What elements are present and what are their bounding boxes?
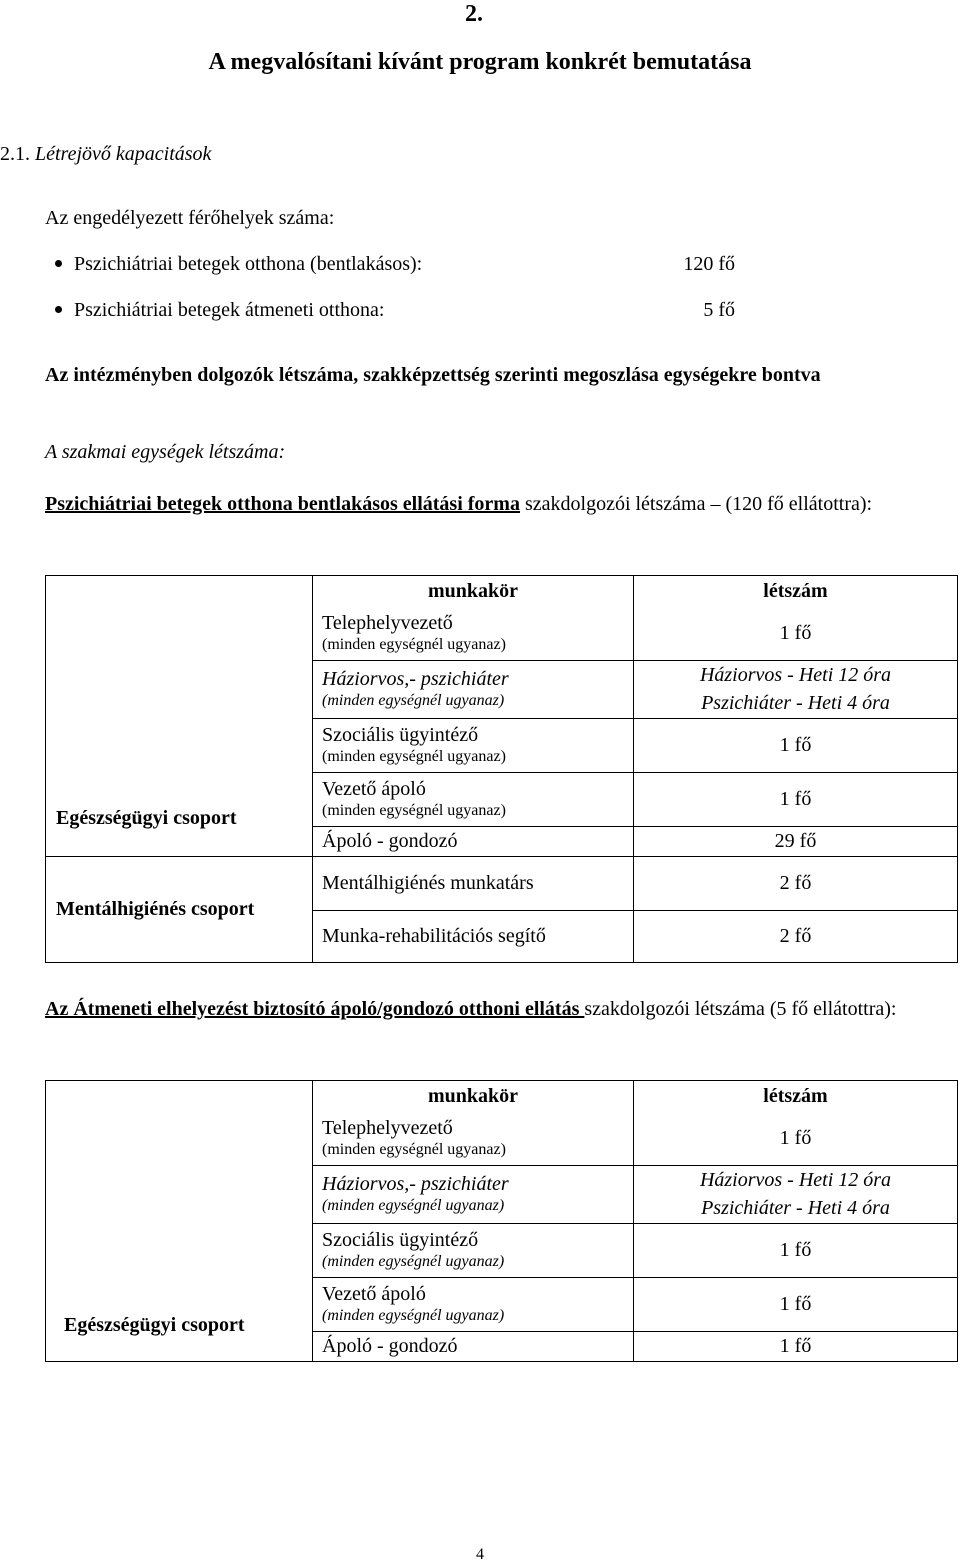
section-heading	[0, 140, 211, 168]
col-header-count: létszám	[634, 1081, 958, 1112]
job-note: (minden egységnél ugyanaz)	[322, 802, 506, 819]
table1-intro-rest: szakdolgozói létszáma – (120 fő ellátottra):	[519, 493, 873, 515]
units-heading: A szakmai egységek létszáma:	[45, 441, 286, 463]
count-cell: 1 fő	[634, 1277, 958, 1331]
count-cell: 1 fő	[634, 772, 958, 826]
job-cell	[313, 1111, 634, 1165]
count-line: Pszichiáter - Heti 4 óra	[701, 1197, 890, 1219]
col-header-job: munkakör	[313, 576, 634, 607]
job-note: (minden egységnél ugyanaz)	[322, 1307, 505, 1324]
job-title: Szociális ügyintéző	[322, 1229, 479, 1251]
job-title: Telephelyvezető	[322, 1116, 453, 1139]
job-title: Szociális ügyintéző	[322, 724, 479, 746]
bullet-icon	[55, 260, 62, 267]
staff-table-2	[45, 1080, 958, 1362]
count-cell: 1 fő	[634, 718, 958, 772]
group-health: Egészségügyi csoport	[46, 576, 313, 857]
count-cell: 1 fő	[634, 1111, 958, 1165]
job-title: Vezető ápoló	[322, 1283, 426, 1305]
job-cell	[313, 1165, 634, 1223]
count-cell: 1 fő	[634, 1223, 958, 1277]
count-line: Pszichiáter - Heti 4 óra	[701, 692, 890, 714]
count-line: Háziorvos - Heti 12 óra	[699, 1169, 892, 1191]
table1-intro-underlined: Pszichiátriai betegek otthona bentlakásos ellátási forma	[45, 493, 520, 515]
count-cell: 29 fő	[634, 826, 958, 856]
job-note: (minden egységnél ugyanaz)	[322, 692, 505, 709]
job-title: Háziorvos,- pszichiáter	[322, 668, 509, 690]
section-title: Létrejövő kapacitások	[35, 143, 212, 165]
count-cell	[634, 660, 958, 718]
job-cell	[313, 1277, 634, 1331]
group-mental: Mentálhigiénés csoport	[46, 856, 313, 962]
job-cell: Mentálhigiénés munkatárs	[313, 856, 634, 910]
count-cell: 1 fő	[634, 606, 958, 660]
job-title: Háziorvos,- pszichiáter	[322, 1173, 509, 1195]
job-cell: Munka-rehabilitációs segítő	[313, 910, 634, 962]
capacity-item-value: 5 fő	[703, 299, 735, 321]
job-note: (minden egységnél ugyanaz)	[322, 748, 506, 765]
table-row	[46, 856, 958, 910]
table2-intro-underlined: Az Átmeneti elhelyezést biztosító ápoló/gondozó otthoni ellátás	[45, 998, 585, 1020]
page-number: 4	[476, 1546, 484, 1563]
col-header-count: létszám	[634, 576, 958, 607]
section-number: 2.1.	[0, 143, 30, 165]
job-cell	[313, 1223, 634, 1277]
job-title: Telephelyvezető	[322, 611, 453, 634]
job-cell: Ápoló - gondozó	[313, 826, 634, 856]
capacity-item-value: 120 fő	[683, 253, 735, 275]
job-cell	[313, 718, 634, 772]
chapter-number: 2.	[465, 1, 483, 27]
job-note: (minden egységnél ugyanaz)	[322, 1197, 505, 1214]
count-cell: 1 fő	[634, 1331, 958, 1361]
staff-heading: Az intézményben dolgozók létszáma, szakképzettség szerinti megoszlása egységekre bontva	[45, 364, 821, 386]
count-line: Háziorvos - Heti 12 óra	[699, 664, 892, 686]
count-cell: 2 fő	[634, 910, 958, 962]
job-note: (minden egységnél ugyanaz)	[322, 1253, 505, 1270]
bullet-icon	[55, 306, 62, 313]
capacity-item-label: Pszichiátriai betegek otthona (bentlakásos):	[74, 253, 423, 275]
job-cell	[313, 660, 634, 718]
staff-table-1	[45, 575, 958, 963]
capacity-item	[55, 250, 755, 278]
table1-intro	[45, 490, 957, 518]
job-title: Vezető ápoló	[322, 778, 426, 800]
col-header-job: munkakör	[313, 1081, 634, 1112]
capacity-item-label: Pszichiátriai betegek átmeneti otthona:	[74, 299, 385, 321]
group-health: Egészségügyi csoport	[46, 1081, 313, 1362]
job-cell	[313, 606, 634, 660]
capacity-item	[55, 296, 755, 324]
job-note: (minden egységnél ugyanaz)	[322, 1140, 506, 1158]
table2-intro	[45, 995, 957, 1023]
count-cell: 2 fő	[634, 856, 958, 910]
table2-intro-rest: szakdolgozói létszáma (5 fő ellátottra):	[584, 998, 897, 1020]
job-note: (minden egységnél ugyanaz)	[322, 635, 506, 653]
chapter-title: A megvalósítani kívánt program konkrét bemutatása	[208, 49, 752, 75]
job-cell	[313, 772, 634, 826]
capacity-heading: Az engedélyezett férőhelyek száma:	[45, 207, 335, 229]
count-cell	[634, 1165, 958, 1223]
job-cell: Ápoló - gondozó	[313, 1331, 634, 1361]
